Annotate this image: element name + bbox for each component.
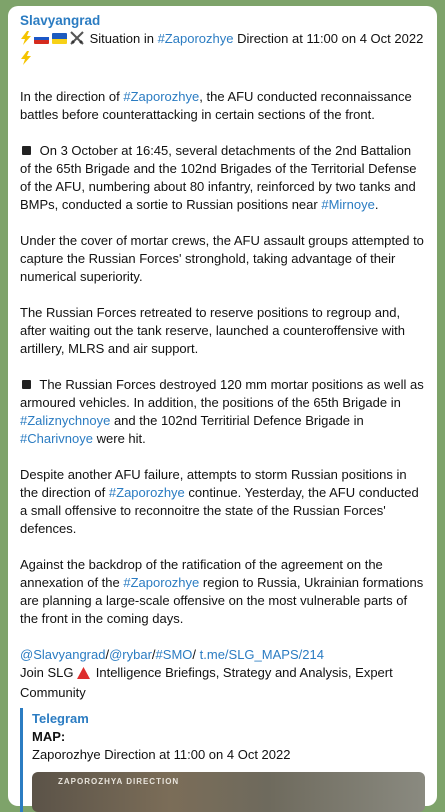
link-rybar[interactable]: @rybar <box>109 647 152 662</box>
author-name[interactable]: Slavyangrad <box>20 13 101 28</box>
russia-flag-icon <box>34 33 49 44</box>
join-line: Join SLG Intelligence Briefings, Strategy and Analysis, Expert Community <box>20 665 393 700</box>
hashtag-smo[interactable]: #SMO <box>155 647 193 662</box>
black-square-icon <box>22 146 31 155</box>
link-preview[interactable] <box>20 708 425 812</box>
title-prefix: Situation in <box>89 31 154 46</box>
paragraph-5: The Russian Forces destroyed 120 mm mortar positions as well as armoured vehicles. In addition, the positions of the 65th Brigade in #Zaliznychnoye and the 102nd Territirial Defence Brigade in #Charivnoye were hit. <box>20 377 424 446</box>
hashtag-zaporozhye[interactable]: #Zaporozhye <box>123 89 200 104</box>
hashtag-zaporozhye[interactable]: #Zaporozhye <box>108 485 185 500</box>
preview-site-name: Telegram <box>32 711 89 726</box>
red-triangle-icon <box>77 666 90 684</box>
paragraph-3: Under the cover of mortar crews, the AFU assault groups attempted to capture the Russian Forces' stronghold, taking advantage of their numerical superiority. <box>20 233 424 284</box>
paragraph-2: On 3 October at 16:45, several detachments of the 2nd Battalion of the 65th Brigade and the 102nd Brigades of the Territorial Defense of the AFU, numbering about 80 infantry, reinforced by two tanks and BMPs, conducted a sortie to Russian positions near #Mirnoye. <box>20 143 417 212</box>
preview-title: MAP: <box>32 729 66 744</box>
preview-image-label: ZAPOROZHYA DIRECTION <box>58 777 180 786</box>
hashtag-mirnoye[interactable]: #Mirnoye <box>321 197 375 212</box>
link-slg-maps[interactable]: t.me/SLG_MAPS/214 <box>199 647 324 662</box>
black-square-icon <box>22 380 31 389</box>
title-line <box>20 30 425 70</box>
message-bubble <box>8 6 437 806</box>
preview-map-image[interactable] <box>32 772 425 812</box>
lightning-icon <box>20 31 32 50</box>
paragraph-7: Against the backdrop of the ratification of the agreement on the annexation of the #Zaporozhye region to Russia, Ukrainian formations are planning a large-scale offensive on the most vulnerable parts of the front in the coming days. <box>20 557 424 626</box>
title-suffix: Direction at 11:00 on 4 Oct 2022 <box>237 31 424 46</box>
hashtag-zaporozhye[interactable]: #Zaporozhye <box>123 575 200 590</box>
crossed-swords-icon <box>70 31 84 50</box>
hashtag-charivnoye[interactable]: #Charivnoye <box>20 431 93 446</box>
preview-description: Zaporozhye Direction at 11:00 on 4 Oct 2022 <box>32 747 291 762</box>
hashtag-zaporozhye[interactable]: #Zaporozhye <box>157 31 234 46</box>
paragraph-6: Despite another AFU failure, attempts to storm Russian positions in the direction of #Zaporozhye continue. Yesterday, the AFU conducted a small offensive to reconnoitre the state of the Russian Forces' defences. <box>20 467 419 536</box>
footer-links: @Slavyangrad/@rybar/#SMO/ t.me/SLG_MAPS/214 <box>20 647 324 662</box>
paragraph-4: The Russian Forces retreated to reserve positions to regroup and, after waiting out the tank reserve, launched a counteroffensive with artillery, MLRS and air support. <box>20 305 405 356</box>
hashtag-zaliznychnoye[interactable]: #Zaliznychnoye <box>20 413 111 428</box>
lightning-icon <box>20 51 32 70</box>
link-slavyangrad[interactable]: @Slavyangrad <box>20 647 106 662</box>
paragraph-1: In the direction of #Zaporozhye, the AFU conducted reconnaissance battles before counterattacking in certain sections of the front. <box>20 89 412 122</box>
ukraine-flag-icon <box>52 33 67 44</box>
